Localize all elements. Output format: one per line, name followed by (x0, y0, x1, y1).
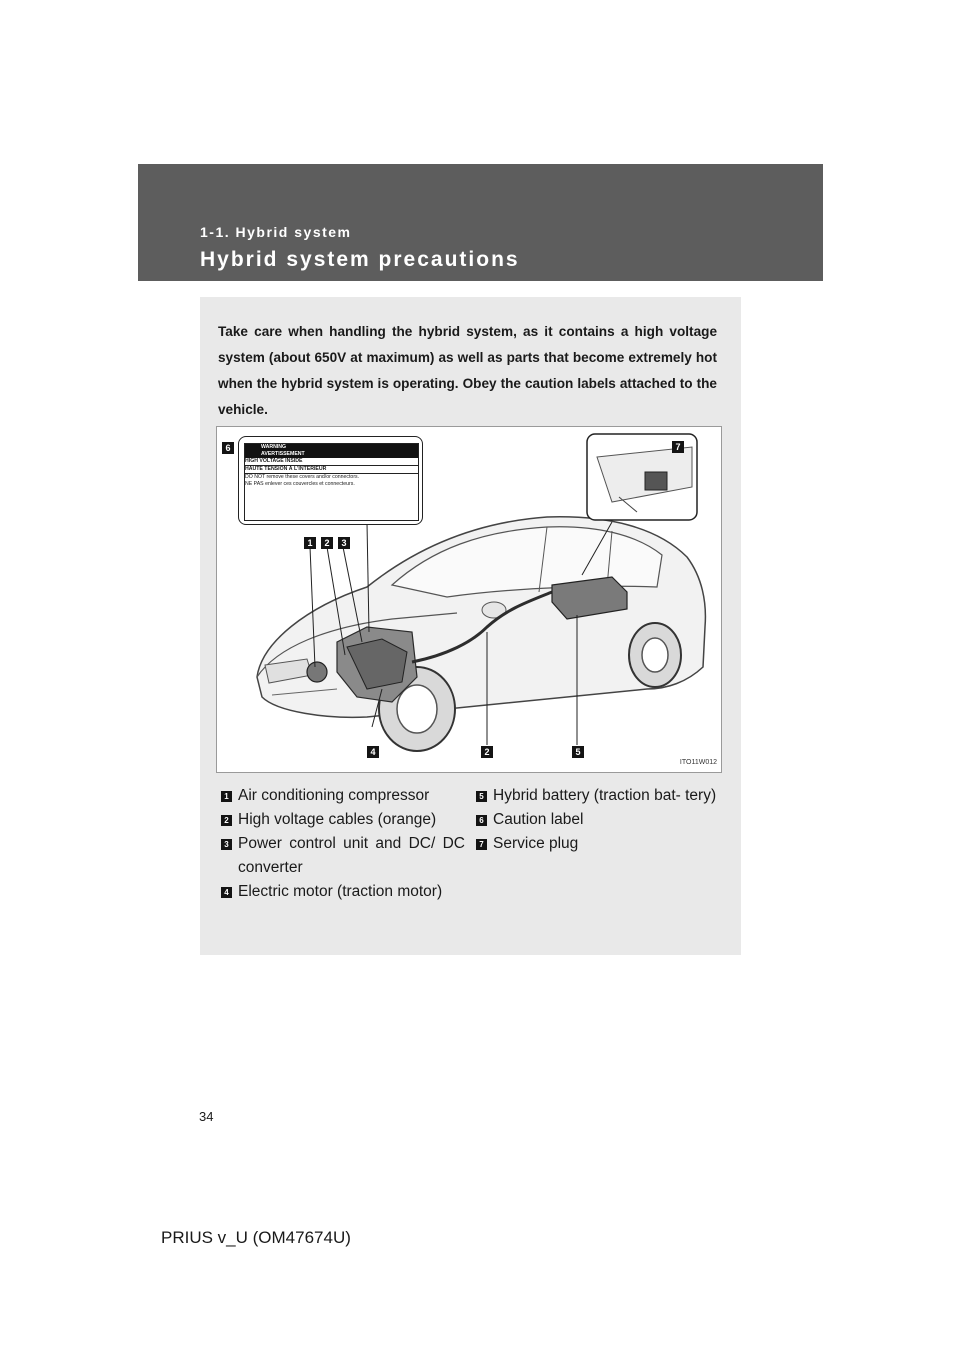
callout-1: 1 (304, 537, 316, 549)
callout-4: 4 (367, 746, 379, 758)
legend-text: Hybrid battery (traction bat- tery) (493, 787, 717, 804)
label-line4: NE PAS enlever ces couvercles et connecteurs. (245, 481, 355, 487)
callout-3: 3 (338, 537, 350, 549)
callout-6: 6 (222, 442, 234, 454)
figure-code: ITO11W012 (679, 759, 717, 766)
footer-model-code: PRIUS v_U (OM47674U) (161, 1228, 351, 1247)
callout-7: 7 (672, 441, 684, 453)
legend-text: Electric motor (traction motor) (238, 883, 443, 900)
label-line2: HAUTE TENSION À L'INTÉRIEUR (245, 466, 418, 474)
legend-text: Service plug (493, 835, 579, 852)
page-title: Hybrid system precautions (200, 248, 520, 271)
legend-text: Caution label (493, 811, 584, 828)
caution-label-inset (238, 436, 423, 525)
section-header (138, 164, 823, 281)
legend-number: 2 (221, 815, 232, 826)
legend-number: 5 (476, 791, 487, 802)
callout-5: 5 (572, 746, 584, 758)
label-avertissement-text: AVERTISSEMENT (261, 451, 305, 457)
legend-number: 1 (221, 791, 232, 802)
label-line1: HIGH VOLTAGE INSIDE (245, 458, 418, 466)
section-label: 1-1. Hybrid system (200, 224, 352, 240)
label-warning-text: WARNING (261, 444, 287, 450)
legend-number: 6 (476, 815, 487, 826)
legend-column-right (476, 784, 720, 856)
callout-2-top: 2 (321, 537, 333, 549)
callout-2-bottom: 2 (481, 746, 493, 758)
legend-text: High voltage cables (orange) (238, 811, 437, 828)
hybrid-system-illustration (216, 426, 722, 773)
legend-item (221, 784, 465, 808)
intro-paragraph: Take care when handling the hybrid system, as it contains a high voltage system (about 650V at maximum) as well as parts that become extremely hot when the hybrid system is operating. Obey the caution labels attached to the vehicle. (218, 324, 717, 417)
legend-item (221, 832, 465, 880)
legend-text: Air conditioning compressor (238, 787, 430, 804)
legend-text: Power control unit and DC/ DC converter (238, 835, 465, 876)
legend-number: 4 (221, 887, 232, 898)
legend-number: 3 (221, 839, 232, 850)
legend-item (221, 880, 465, 904)
content-panel (200, 297, 741, 955)
legend-column-left (221, 784, 465, 904)
legend-item (476, 784, 720, 808)
legend-item (221, 808, 465, 832)
page-number: 34 (199, 1109, 214, 1124)
label-line3: DO NOT remove these covers and/or connectors. (245, 474, 360, 480)
legend-number: 7 (476, 839, 487, 850)
legend-item (476, 808, 720, 832)
legend-item (476, 832, 720, 856)
